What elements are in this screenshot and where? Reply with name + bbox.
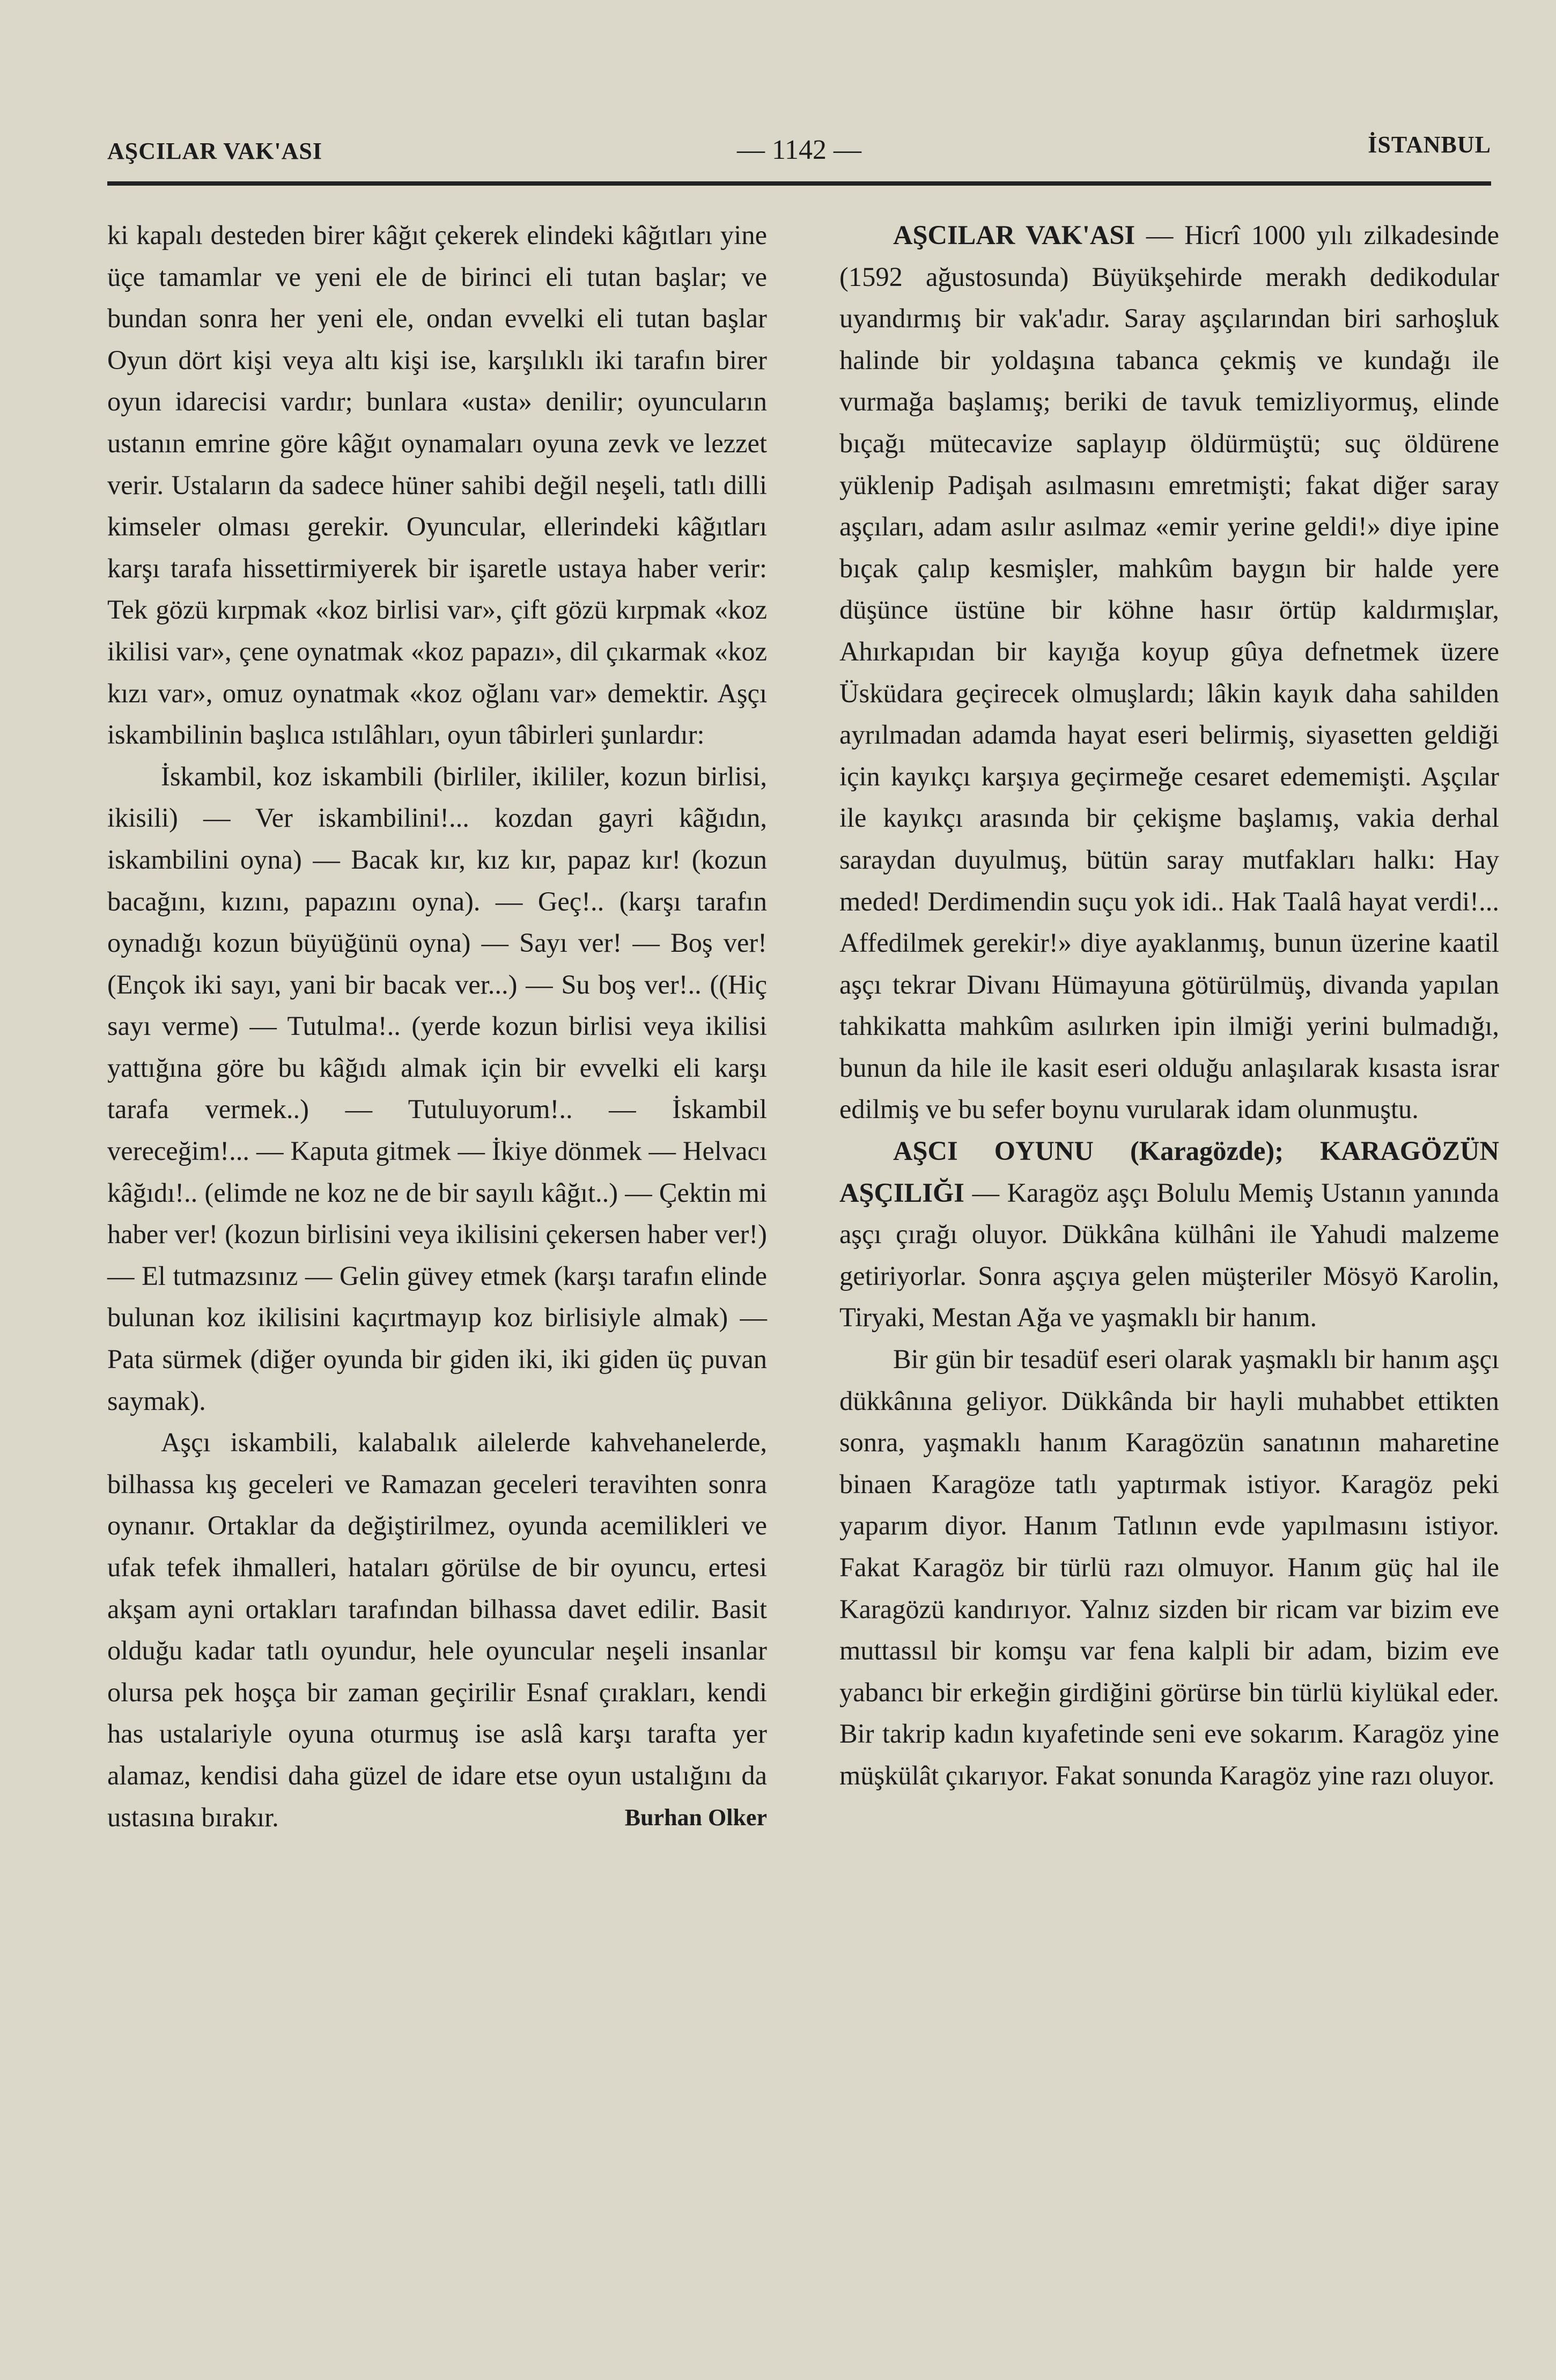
article-author: Burhan Olker [624, 1804, 767, 1831]
entry-asci-oyunu [839, 1130, 1499, 1339]
running-header [107, 127, 1491, 175]
entry-2-text: — Karagöz aşçı Bolulu Memiş Ustanın yanında aşçı çırağı oluyor. Dükkâna külhâni ile Yahudi malzeme getiriyorlar. Sonra aşçıya gelen müşteriler Mösyö Karolin, Tiryaki, Mestan Ağa ve yaşmaklı bir hanım. [839, 1177, 1499, 1333]
header-section-title: AŞCILAR VAK'ASI [107, 138, 322, 164]
right-column [839, 215, 1499, 1797]
entry-2-title: AŞCI OYUNU (Karagözde); KARAGÖZÜN AŞÇILIĞI [839, 1136, 1499, 1208]
header-rule [107, 181, 1491, 186]
entry-1-text: — Hicrî 1000 yılı zilkadesinde (1592 ağustosunda) Büyükşehirde merakh dedikodular uyandırmış bir vak'adır. Saray aşçılarından biri sarhoşluk halinde bir yoldaşına tabanca çekmiş ve kundağı ile vurmağa başlamış; beriki de tavuk temizliyormuş, elinde bıçağı mütecavize saplayıp öldürmüştü; suç öldürene yüklenip Padişah asılmasını emretmişti; fakat diğer saray aşçıları, adam asılır asılmaz «emir yerine geldi!» diye ipine bıçak çalıp kesmişler, mahkûm baygın bir halde yere düşünce üstüne bir köhne hasır örtüp kaldırmışlar, Ahırkapıdan bir kayığa koyup gûya defnetmek üzere Üsküdara geçirecek olmuşlardı; lâkin kayık daha sahilden ayrılmadan adamda hayat eseri belirmiş, siyasetten geldiği için kayıkçı karşıya geçirmeğe cesaret edememişti. Aşçılar ile kayıkçı arasında bir çekişme başlamış, vakia derhal saraydan duyulmuş, bütün saray mutfakları halkı: Hay meded! Derdimendin suçu yok idi.. Hak Taalâ hayat verdi!... Affedilmek gerekir!» diye ayaklanmış, bunun üzerine kaatil aşçı tekrar Divanı Hümayuna götürülmüş, divanda yapılan tahkikatta mahkûm asılırken ipin ilmiği yerini bulmadığı, bunun da hile ile kasit eseri olduğu anlaşılarak kısasta israr edilmiş ve bu sefer boynu vurularak idam olunmuştu. [839, 220, 1499, 1125]
left-paragraph-2: İskambil, koz iskambili (birliler, ikililer, kozun birlisi, ikisili) — Ver iskambilini!... kozdan gayri kâğıdın, iskambilini oyna) — Bacak kır, kız kır, papaz kır! (kozun bacağını, kızını, papazını oyna). — Geç!.. (karşı tarafın oynadığı kozun büyüğünü oyna) — Sayı ver! — Boş ver! (Ençok iki sayı, yani bir bacak ver...) — Su boş ver!.. ((Hiç sayı verme) — Tutulma!.. (yerde kozun birlisi veya ikilisi yattığına göre bu kâğıdı almak için bir evvelki eli karşı tarafa vermek..) — Tutuluyorum!.. — İskambil vereceğim!... — Kaputa gitmek — İkiye dönmek — Helvacı kâğıdı!.. (elimde ne koz ne de bir sayılı kâğıt..) — Çektin mi haber ver! (kozun birlisini veya ikilisini çekersen haber ver!) — El tutmazsınız — Gelin güvey etmek (karşı tarafın elinde bulunan koz ikilisini kaçırtmayıp koz birlisiyle almak) — Pata sürmek (diğer oyunda bir giden iki, iki giden üç puvan saymak). [107, 761, 767, 1416]
left-paragraph-3 [107, 1422, 767, 1838]
entry-2-paragraph-2: Bir gün bir tesadüf eseri olarak yaşmaklı bir hanım aşçı dükkânına geliyor. Dükkânda bir hayli muhabbet ettikten sonra, yaşmaklı hanım Karagözün sanatının maharetine binaen Karagöze tatlı yaptırmak istiyor. Karagöz peki yaparım diyor. Hanım Tatlının evde yapılmasını istiyor. Fakat Karagöz bir türlü razı olmuyor. Hanım güç hal ile Karagözü kandırıyor. Yalnız sizden bir ricam var bizim eve muttassıl bir komşu var fena kalpli bir adam, bizim eve yabancı bir erkeğin girdiğini görürse bin türlü kiylükal eder. Bir takrip kadın kıyafetinde seni eve sokarım. Karagöz yine müşkülât çıkarıyor. Fakat sonunda Karagöz yine razı oluyor. [839, 1344, 1499, 1790]
entry-1-title: AŞCILAR VAK'ASI [893, 220, 1135, 250]
left-column [107, 215, 767, 1838]
left-paragraph-3-text: Aşçı iskambili, kalabalık ailelerde kahvehanelerde, bilhassa kış geceleri ve Ramazan geceleri teravihten sonra oynanır. Ortaklar da değiştirilmez, oyunda acemilikleri ve ufak tefek ihmalleri, hataları görülse de bir oyuncu, ertesi akşam ayni ortakları tarafından bilhassa davet edilir. Basit olduğu kadar tatlı oyundur, hele oyuncular neşeli insanlar olursa pek hoşça bir zaman geçirilir Esnaf çırakları, kendi has ustalariyle oyuna oturmuş ise aslâ karşı tarafta yer alamaz, kendisi daha güzel de idare etse oyun ustalığını da ustasına bırakır. [107, 1427, 767, 1832]
entry-ascilar-vakasi [839, 215, 1499, 1130]
page-number: — 1142 — [736, 135, 862, 165]
left-paragraph-1: ki kapalı desteden birer kâğıt çekerek elindeki kâğıtları yine üçe tamamlar ve yeni ele de birinci eli tutan başlar; ve bundan sonra her yeni ele, ondan evvelki eli tutan başlar Oyun dört kişi veya altı kişi ise, karşılıklı iki tarafın birer oyun idarecisi vardır; bunlara «usta» denilir; oyuncuların ustanın emrine göre kâğıt oynamaları oyuna zevk ve lezzet verir. Ustaların da sadece hüner sahibi değil neşeli, tatlı dilli kimseler olması gerekir. Oyuncular, ellerindeki kâğıtları karşı tarafa hissettirmiyerek bir işaretle ustaya haber verir: Tek gözü kırpmak «koz birlisi var», çift gözü kırpmak «koz ikilisi var», çene oynatmak «koz papazı», dil çıkarmak «koz kızı var», omuz oynatmak «koz oğlanı var» demektir. Aşçı iskambilinin başlıca ıstılâhları, oyun tâbirleri şunlardır: [107, 220, 767, 750]
header-publication: İSTANBUL [1368, 131, 1491, 158]
